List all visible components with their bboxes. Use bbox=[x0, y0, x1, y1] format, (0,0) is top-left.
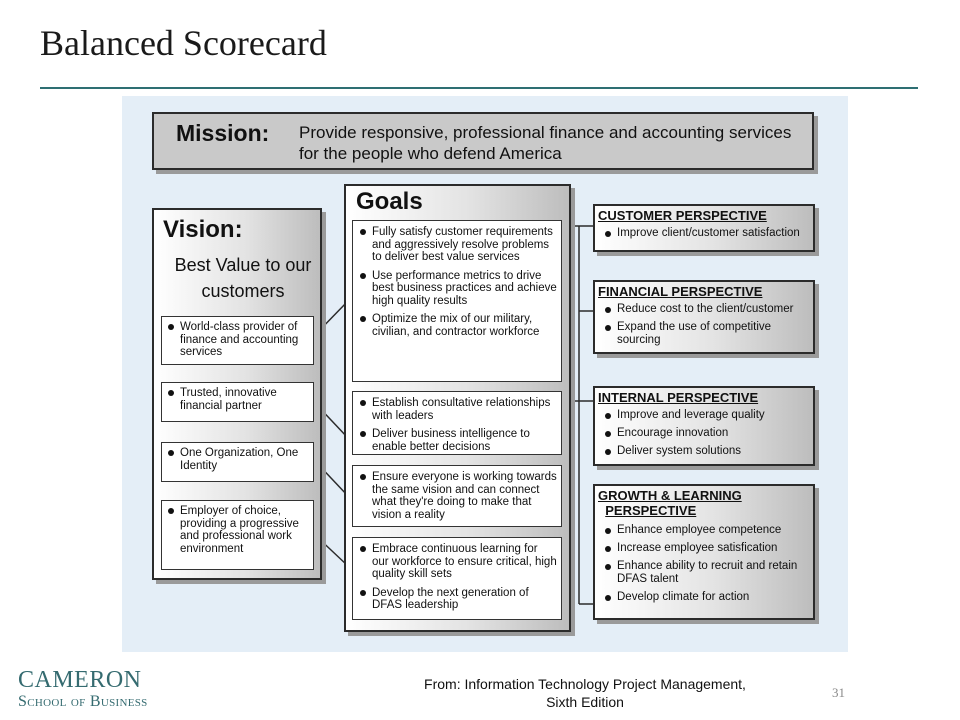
mission-label: Mission: bbox=[176, 120, 270, 146]
page-number: 31 bbox=[832, 685, 845, 700]
source-caption: From: Information Technology Project Management, Sixth Edition bbox=[424, 676, 746, 710]
vision-item: World-class provider of finance and accounting services bbox=[161, 316, 314, 365]
goals-group: Establish consultative relationships with leaders Deliver business intelligence to enable better decisions bbox=[352, 391, 562, 455]
bullet-icon bbox=[605, 307, 611, 313]
goals-label: Goals bbox=[356, 188, 423, 215]
vision-item: One Organization, One Identity bbox=[161, 442, 314, 482]
perspective-items: Improve client/customer satisfaction bbox=[599, 227, 809, 240]
perspective-title: GROWTH & LEARNING PERSPECTIVE bbox=[598, 488, 742, 518]
perspective-title: FINANCIAL PERSPECTIVE bbox=[598, 284, 763, 299]
goals-group: Ensure everyone is working towards the same vision and can connect what they're doing to make that vision a reality bbox=[352, 465, 562, 527]
bullet-icon bbox=[360, 273, 366, 279]
bullet-icon bbox=[360, 316, 366, 322]
financial-perspective-box bbox=[593, 280, 815, 354]
perspective-items: Improve and leverage quality Encourage innovation Deliver system solutions bbox=[599, 409, 809, 458]
growth-learning-perspective-box bbox=[593, 484, 815, 620]
bullet-icon bbox=[168, 450, 174, 456]
vision-label: Vision: bbox=[163, 216, 243, 243]
bullet-icon bbox=[360, 590, 366, 596]
bullet-icon bbox=[360, 431, 366, 437]
bullet-icon bbox=[360, 229, 366, 235]
goals-box bbox=[344, 184, 571, 632]
perspective-items: Reduce cost to the client/customer Expand the use of competitive sourcing bbox=[599, 303, 809, 347]
school-logo-subtitle: School of Business bbox=[18, 693, 148, 710]
customer-perspective-box bbox=[593, 204, 815, 252]
bullet-icon bbox=[605, 231, 611, 237]
bullet-icon bbox=[605, 528, 611, 534]
mission-text: Provide responsive, professional finance and accounting services for the people who defend America bbox=[299, 123, 792, 163]
bullet-icon bbox=[605, 325, 611, 331]
perspective-items: Enhance employee competence Increase employee satisfication Enhance ability to recruit and retain DFAS talent Develop climate for action bbox=[599, 524, 809, 604]
bullet-icon bbox=[360, 400, 366, 406]
bullet-icon bbox=[605, 546, 611, 552]
bullet-icon bbox=[168, 508, 174, 514]
vision-item: Trusted, innovative financial partner bbox=[161, 382, 314, 422]
internal-perspective-box bbox=[593, 386, 815, 466]
bullet-icon bbox=[168, 324, 174, 330]
vision-item: Employer of choice, providing a progressive and professional work environment bbox=[161, 500, 314, 570]
school-logo: CAMERON bbox=[18, 667, 142, 693]
bullet-icon bbox=[605, 564, 611, 570]
bullet-icon bbox=[360, 474, 366, 480]
bullet-icon bbox=[605, 413, 611, 419]
vision-subtitle: Best Value to our customers bbox=[174, 255, 312, 301]
perspective-title: INTERNAL PERSPECTIVE bbox=[598, 390, 759, 405]
mission-box bbox=[152, 112, 814, 170]
bullet-icon bbox=[168, 390, 174, 396]
bullet-icon bbox=[360, 546, 366, 552]
slide-title: Balanced Scorecard bbox=[40, 23, 327, 63]
perspective-title: CUSTOMER PERSPECTIVE bbox=[598, 208, 767, 223]
bullet-icon bbox=[605, 431, 611, 437]
bullet-icon bbox=[605, 449, 611, 455]
vision-box bbox=[152, 208, 322, 580]
goals-group: Fully satisfy customer requirements and aggressively resolve problems to deliver best value services Use performance metrics to drive best business practices and achieve high quality results Optimize the mix of our military, civilian, and contractor workforce bbox=[352, 220, 562, 382]
title-divider bbox=[40, 87, 918, 89]
scorecard-figure bbox=[122, 96, 848, 652]
goals-group: Embrace continuous learning for our workforce to ensure critical, high quality skill sets Develop the next generation of DFAS leadership bbox=[352, 537, 562, 620]
bullet-icon bbox=[605, 595, 611, 601]
